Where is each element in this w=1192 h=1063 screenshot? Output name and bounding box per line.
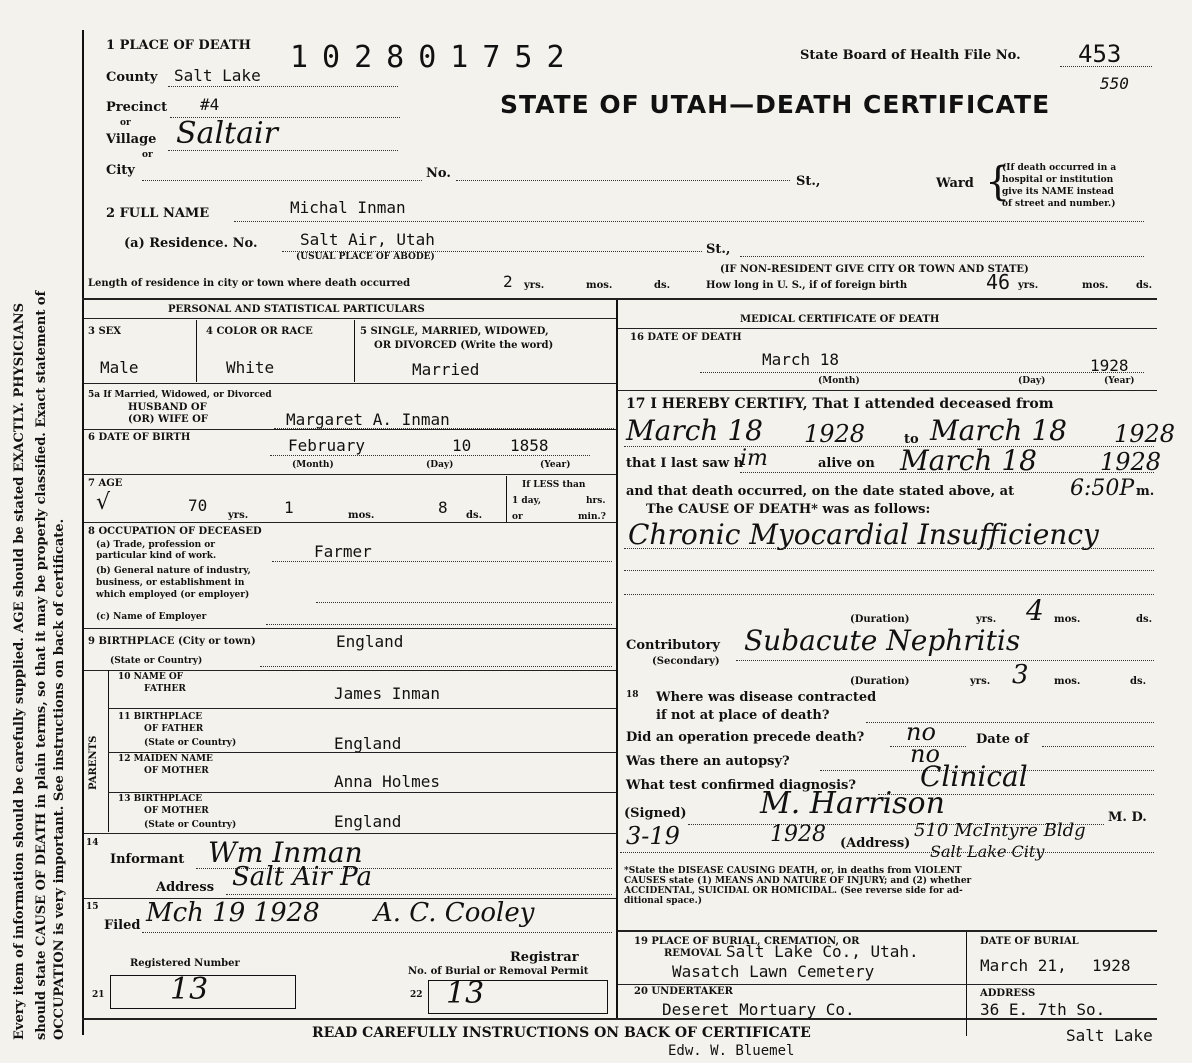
- cause-duration-mos: 4: [1026, 594, 1044, 627]
- autopsy-value: no: [910, 740, 940, 768]
- burial-date-label: DATE OF BURIAL: [980, 936, 1079, 947]
- physician-address: 510 McIntyre Bldg: [914, 820, 1086, 841]
- operation-value: no: [906, 718, 936, 746]
- contributory-value: Subacute Nephritis: [744, 624, 1021, 657]
- sex-label: 3 SEX: [88, 326, 122, 337]
- dob-label: 6 DATE OF BIRTH: [88, 432, 191, 443]
- attended-from: March 18: [626, 414, 763, 447]
- marital-label-2: OR DIVORCED (Write the word): [374, 340, 554, 351]
- occupation-label: 8 OCCUPATION OF DECEASED: [88, 526, 262, 537]
- length-of-residence-label: Length of residence in city or town where death occurred: [88, 278, 411, 289]
- sex-value: Male: [100, 358, 139, 377]
- file-no: 453: [1078, 40, 1122, 68]
- county-label: County: [106, 70, 158, 85]
- informant-address-value: Salt Air Pa: [232, 862, 372, 892]
- filed-date: Mch 19 1928: [146, 898, 320, 928]
- contributory-label: Contributory: [626, 638, 720, 653]
- hospital-note: (If death occurred in a hospital or institution give its NAME instead of street and number.): [1002, 163, 1117, 209]
- left-border: [82, 30, 84, 1035]
- test-label: What test confirmed diagnosis?: [626, 778, 856, 793]
- q18-label-1: Where was disease contracted: [656, 690, 877, 705]
- dob-month: February: [288, 436, 366, 455]
- stamp-number: 102801752: [290, 40, 579, 75]
- q18-label-2: if not at place of death?: [656, 708, 830, 723]
- full-name-value: Michal Inman: [290, 198, 406, 217]
- burial-place-2: Wasatch Lawn Cemetery: [672, 962, 875, 981]
- last-saw-date: March 18: [900, 444, 1037, 477]
- age-label: 7 AGE: [88, 478, 123, 489]
- city-label: City: [106, 163, 135, 178]
- certificate-title: STATE OF UTAH—DEATH CERTIFICATE: [500, 90, 1051, 119]
- parents-label: PARENTS: [88, 735, 99, 790]
- burial-date: March 21,: [980, 956, 1067, 975]
- dod-label: 16 DATE OF DEATH: [630, 332, 742, 343]
- operation-label: Did an operation precede death?: [626, 730, 865, 745]
- precinct-value: #4: [200, 95, 220, 114]
- occupation-value: Farmer: [314, 542, 372, 561]
- burial-year: 1928: [1092, 956, 1131, 975]
- personal-heading: PERSONAL AND STATISTICAL PARTICULARS: [168, 304, 425, 315]
- informant-value: Wm Inman: [208, 836, 363, 869]
- physician-signature: M. Harrison: [760, 786, 945, 821]
- sign-year: 1928: [770, 822, 826, 847]
- attended-from-year: 1928: [804, 420, 866, 448]
- contrib-duration-mos: 3: [1012, 660, 1029, 690]
- informant-label: Informant: [110, 852, 185, 867]
- registrar-label: Registrar: [510, 950, 579, 965]
- color-label: 4 COLOR OR RACE: [206, 326, 313, 337]
- age-mos: 1: [284, 498, 294, 517]
- autopsy-label: Was there an autopsy?: [626, 754, 790, 769]
- registered-number: 13: [170, 972, 209, 1007]
- informant-address-label: Address: [156, 880, 215, 895]
- ward-label: Ward: [936, 176, 974, 191]
- footnote: *State the DISEASE CAUSING DEATH, or, in deaths from VIOLENT CAUSES state (1) MEANS AND NATURE OF INJURY; and (2) whether ACCIDENTAL, SUICIDAL OR HOMICIDAL. (See reverse side for ad- ditional space.): [624, 866, 972, 906]
- village-value: Saltair: [176, 116, 278, 151]
- file-no-label: State Board of Health File No.: [800, 48, 1021, 63]
- place-of-death-label: 1 PLACE OF DEATH: [106, 38, 251, 53]
- no-label: No.: [426, 166, 451, 181]
- county-value: Salt Lake: [174, 66, 261, 85]
- signed-label: (Signed): [624, 806, 687, 821]
- undertaker-address-label: ADDRESS: [980, 988, 1036, 999]
- dod-year: 1928: [1090, 356, 1129, 375]
- village-label: Village: [106, 132, 157, 147]
- length-yrs: 2: [503, 272, 513, 291]
- undertaker-value: Deseret Mortuary Co.: [662, 1000, 855, 1019]
- physician-city: Salt Lake City: [930, 842, 1045, 861]
- center-divider: [616, 300, 618, 1018]
- mother-value: Anna Holmes: [334, 772, 440, 791]
- filed-label: Filed: [104, 918, 141, 933]
- birthplace-value: England: [336, 632, 404, 651]
- dob-day: 10: [452, 436, 472, 455]
- test-value: Clinical: [920, 760, 1028, 793]
- spouse-value: Margaret A. Inman: [286, 410, 450, 429]
- father-value: James Inman: [334, 684, 440, 703]
- spouse-label: (OR) WIFE OF: [128, 414, 208, 425]
- registered-number-label: Registered Number: [130, 958, 240, 969]
- death-time: 6:50P: [1070, 476, 1135, 501]
- instructions-footer: READ CAREFULLY INSTRUCTIONS ON BACK OF CERTIFICATE: [312, 1025, 811, 1041]
- file-no-alt: 550: [1100, 74, 1129, 93]
- undertaker-address: 36 E. 7th So.: [980, 1000, 1106, 1019]
- burial-permit-number: 13: [446, 976, 485, 1011]
- attended-to-year: 1928: [1114, 420, 1176, 448]
- father-birthplace-value: England: [334, 734, 402, 753]
- age-ds: 8: [438, 498, 448, 517]
- us-residence-label: How long in U. S., if of foreign birth: [706, 280, 908, 291]
- burial-permit-label: No. of Burial or Removal Permit: [408, 966, 589, 977]
- burial-place-label: 19 PLACE OF BURIAL, CREMATION, OR: [634, 936, 860, 947]
- marital-value: Married: [412, 360, 480, 379]
- cause-value: Chronic Myocardial Insufficiency: [628, 518, 1099, 551]
- attended-to: March 18: [930, 414, 1067, 447]
- sign-date: 3-19: [626, 822, 680, 850]
- birthplace-label: 9 BIRTHPLACE (City or town): [88, 636, 256, 647]
- age-yrs: 70: [188, 496, 208, 515]
- age-check: √: [96, 490, 111, 515]
- section-top-rule: [82, 298, 1157, 300]
- undertaker-city: Salt Lake: [1066, 1026, 1153, 1045]
- burial-place-1: Salt Lake Co., Utah.: [726, 942, 919, 961]
- color-value: White: [226, 358, 275, 377]
- cause-label: The CAUSE OF DEATH* was as follows:: [646, 502, 931, 517]
- registrar-signature: A. C. Cooley: [374, 898, 535, 928]
- marital-label-1: 5 SINGLE, MARRIED, WIDOWED,: [360, 326, 549, 337]
- medical-heading: MEDICAL CERTIFICATE OF DEATH: [740, 314, 940, 325]
- side-instruction-line-1: Every item of information should be carefully supplied. AGE should be stated EXACTLY. PHYSICIANS: [12, 302, 27, 1040]
- residence-st-label: St.,: [706, 242, 731, 257]
- us-yrs: 46: [986, 270, 1011, 294]
- dod-value: March 18: [762, 350, 840, 369]
- residence-value: Salt Air, Utah: [300, 230, 435, 249]
- full-name-label: 2 FULL NAME: [106, 206, 210, 221]
- side-instruction-line-3: OCCUPATION is very important. See instructions on back of certificate.: [52, 518, 67, 1040]
- side-instruction-line-2: should state CAUSE OF DEATH in plain terms, so that it may be properly classified. Exact statement of: [34, 290, 49, 1040]
- dob-year: 1858: [510, 436, 549, 455]
- mother-birthplace-value: England: [334, 812, 402, 831]
- st-label: St.,: [796, 174, 821, 189]
- undertaker-label: 20 UNDERTAKER: [634, 986, 733, 997]
- precinct-label: Precinct: [106, 100, 168, 115]
- residence-label: (a) Residence. No.: [124, 236, 258, 251]
- last-saw-pronoun: im: [740, 446, 768, 471]
- typist-name: Edw. W. Bluemel: [668, 1043, 795, 1059]
- certify-text: 17 I HEREBY CERTIFY, That I attended deceased from: [626, 396, 1054, 412]
- last-saw-year: 1928: [1100, 448, 1162, 476]
